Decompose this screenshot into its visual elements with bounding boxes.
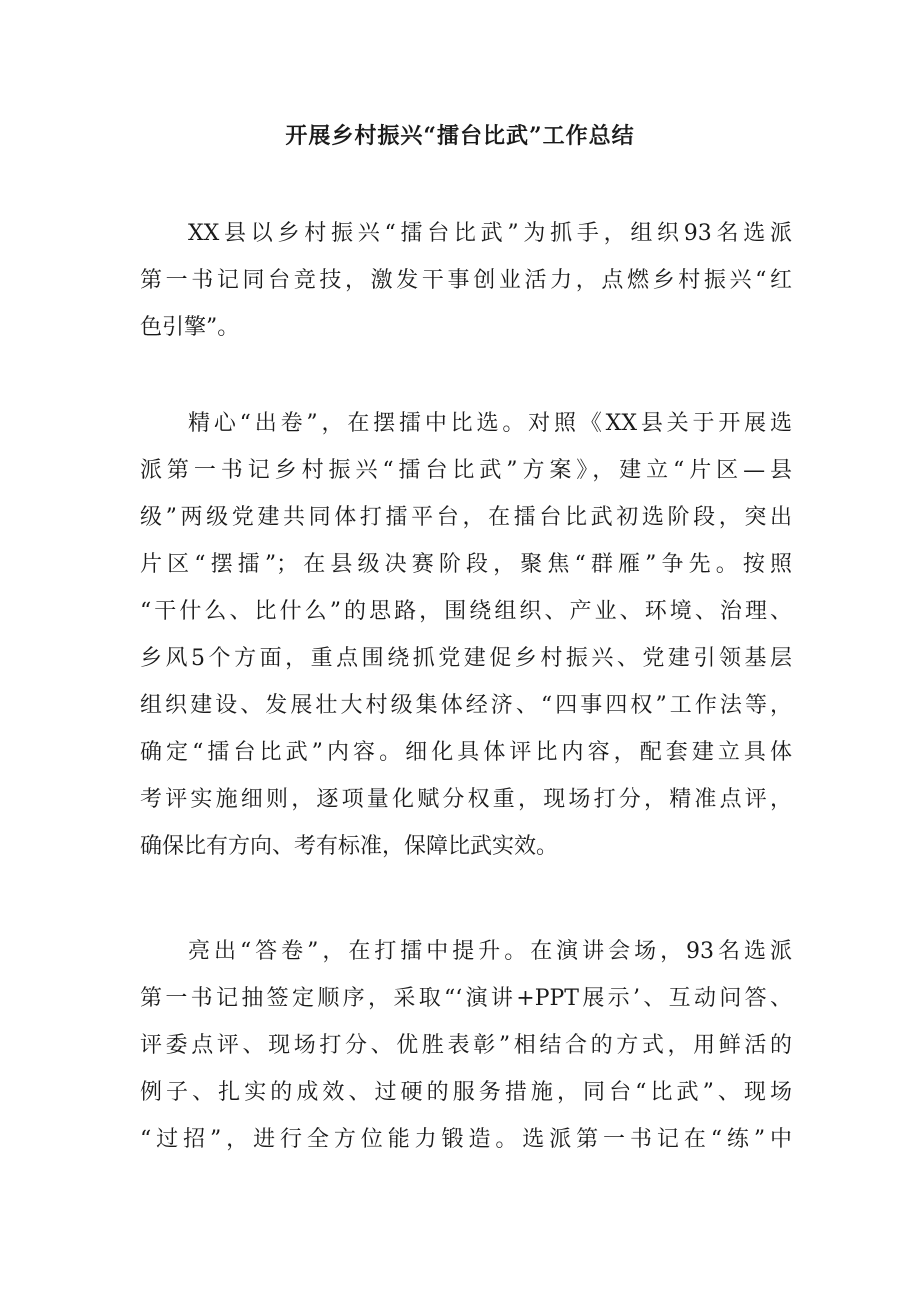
- paragraph-line: 评委点评、现场打分、优胜表彰”相结合的方式，用鲜活的: [140, 1033, 792, 1058]
- paragraph-line: 例子、扎实的成效、过硬的服务措施，同台“比武”、现场: [140, 1080, 792, 1105]
- paragraph-line: 派第一书记乡村振兴“擂台比武”方案》，建立“片区—县: [140, 458, 792, 483]
- paragraph-line: 确保比有方向、考有标准，保障比武实效。: [140, 834, 559, 859]
- paragraph-line: 第一书记抽签定顺序，采取“‘演讲+PPT展示’、互动问答、: [140, 986, 792, 1011]
- paragraph-line: 乡风5个方面，重点围绕抓党建促乡村振兴、党建引领基层: [140, 646, 792, 671]
- paragraph-line: 色引擎”。: [140, 315, 240, 340]
- paragraph-line: 片区“摆擂”；在县级决赛阶段，聚焦“群雁”争先。按照: [140, 552, 792, 577]
- paragraph-prepare: [140, 400, 792, 870]
- paragraph-line: XX县以乡村振兴“擂台比武”为抓手，组织93名选派: [188, 221, 792, 246]
- paragraph-line: 组织建设、发展壮大村级集体经济、“四事四权”工作法等，: [140, 693, 792, 718]
- paragraph-line: 第一书记同台竞技，激发干事创业活力，点燃乡村振兴“红: [140, 268, 792, 293]
- paragraph-line: 精心“出卷”，在摆擂中比选。对照《XX县关于开展选: [188, 411, 792, 436]
- paragraph-answer: [140, 928, 792, 1163]
- paragraph-line: “过招”，进行全方位能力锻造。选派第一书记在“练”中: [140, 1127, 792, 1152]
- paragraph-line: 亮出“答卷”，在打擂中提升。在演讲会场，93名选派: [188, 939, 792, 964]
- paragraph-intro: [140, 210, 792, 351]
- paragraph-line: 级”两级党建共同体打擂平台，在擂台比武初选阶段，突出: [140, 505, 792, 530]
- paragraph-line: 考评实施细则，逐项量化赋分权重，现场打分，精准点评，: [140, 787, 792, 812]
- paragraph-line: 确定“擂台比武”内容。细化具体评比内容，配套建立具体: [140, 740, 792, 765]
- document-title: 开展乡村振兴“擂台比武”工作总结: [285, 123, 635, 149]
- paragraph-line: “干什么、比什么”的思路，围绕组织、产业、环境、治理、: [140, 599, 792, 624]
